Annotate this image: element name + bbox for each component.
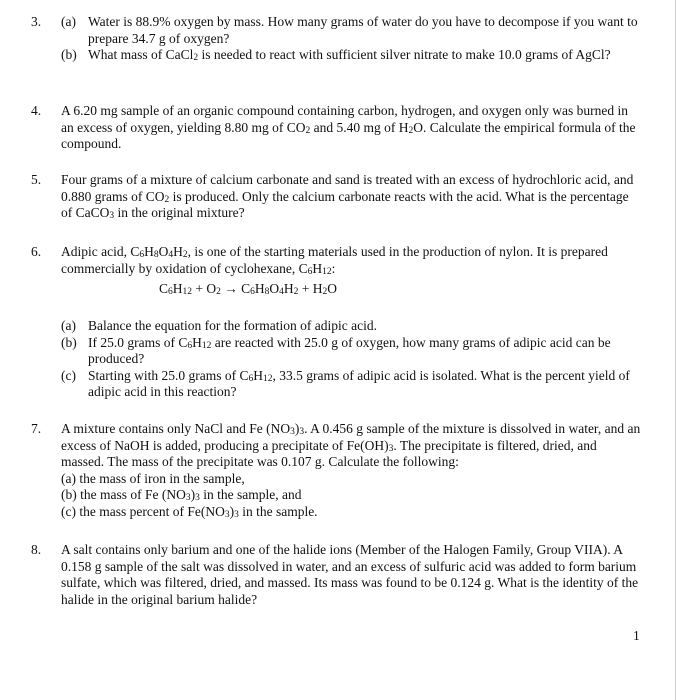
problem-5 xyxy=(31,172,641,222)
problem-number: 5. xyxy=(31,172,42,187)
part-b: (b) If 25.0 grams of $C_6H_{12}$ are reacted with 25.0 g of oxygen, how many grams of adipic acid can be produced? xyxy=(61,334,611,366)
part-a: (a) Balance the equation for the formation of adipic acid. xyxy=(61,318,378,333)
part-b: (b) What mass of CaCl$_2$ is needed to react with sufficient silver nitrate to make 10.0 grams of AgCl? xyxy=(61,47,611,63)
problem-number: 3. xyxy=(31,14,42,29)
problem-7 xyxy=(31,421,641,520)
problem-text: A salt contains only barium and one of the halide ions (Member of the Halogen Family, Group VIIA). A 0.158 g sample of the salt was dissolved in water, and an excess of sulfuric acid was added to form barium sulfate, which was filtered, dried, and massed. Its mass was found to be 0.124 g. What is the identity of the halide in the original barium halide? xyxy=(61,542,639,607)
chemical-equation: $C_6H_{12} + O_2 \to C_6H_8O_4H_2 + H_2O$ xyxy=(159,281,338,297)
problem-text: A 6.20 mg sample of an organic compound containing carbon, hydrogen, and oxygen only was burned in an excess of oxygen, yielding 8.80 mg of $CO_2$ and 5.40 mg of $H_2O$. Calculate the empirical formula of the compound. xyxy=(61,103,636,151)
page-number: 1 xyxy=(633,628,640,643)
problem-number: 6. xyxy=(31,244,42,259)
problem-4 xyxy=(31,103,641,153)
problem-text: A mixture contains only NaCl and Fe $(NO_3)_3$. A 0.456 g sample of the mixture is dissolved in water, and an excess of NaOH is added, producing a precipitate of $Fe(OH)_3$. The precipitate is filtered, dried, and massed. The mass of the precipitate was 0.107 g. Calculate the following: xyxy=(61,421,641,469)
part-c: (c) the mass percent of $Fe(NO_3)_3$ in the sample. xyxy=(61,503,318,520)
part-b: (b) the mass of Fe $(NO_3)_3$ in the sample, and xyxy=(61,487,302,503)
problem-6-parts xyxy=(31,318,641,401)
problem-number: 7. xyxy=(31,421,42,436)
part-a: (a) the mass of iron in the sample, xyxy=(61,470,245,486)
problem-3 xyxy=(31,14,641,64)
problem-6 xyxy=(31,244,641,298)
problem-number: 4. xyxy=(31,103,42,118)
part-c: (c) Starting with 25.0 grams of $C_6H_{12}$, 33.5 grams of adipic acid is isolated. What is the percent yield of adipic acid in this reaction? xyxy=(61,367,630,399)
part-a: (a) Water is 88.9% oxygen by mass. How many grams of water do you have to decompose if you want to prepare 34.7 g of oxygen? xyxy=(61,14,638,46)
problem-number: 8. xyxy=(31,542,42,557)
problem-8 xyxy=(31,542,641,608)
problem-intro: Adipic acid, $C_6H_8O_4H_2$, is one of the starting materials used in the production of nylon. It is prepared commercially by oxidation of cyclohexane, $C_6H_{12}$: xyxy=(61,244,608,277)
problem-text: Four grams of a mixture of calcium carbonate and sand is treated with an excess of hydrochloric acid, and 0.880 grams of $CO_2$ is produced. Only the calcium carbonate reacts with the acid. What is the percentage of CaCO$_3$ in the original mixture? xyxy=(61,172,634,221)
